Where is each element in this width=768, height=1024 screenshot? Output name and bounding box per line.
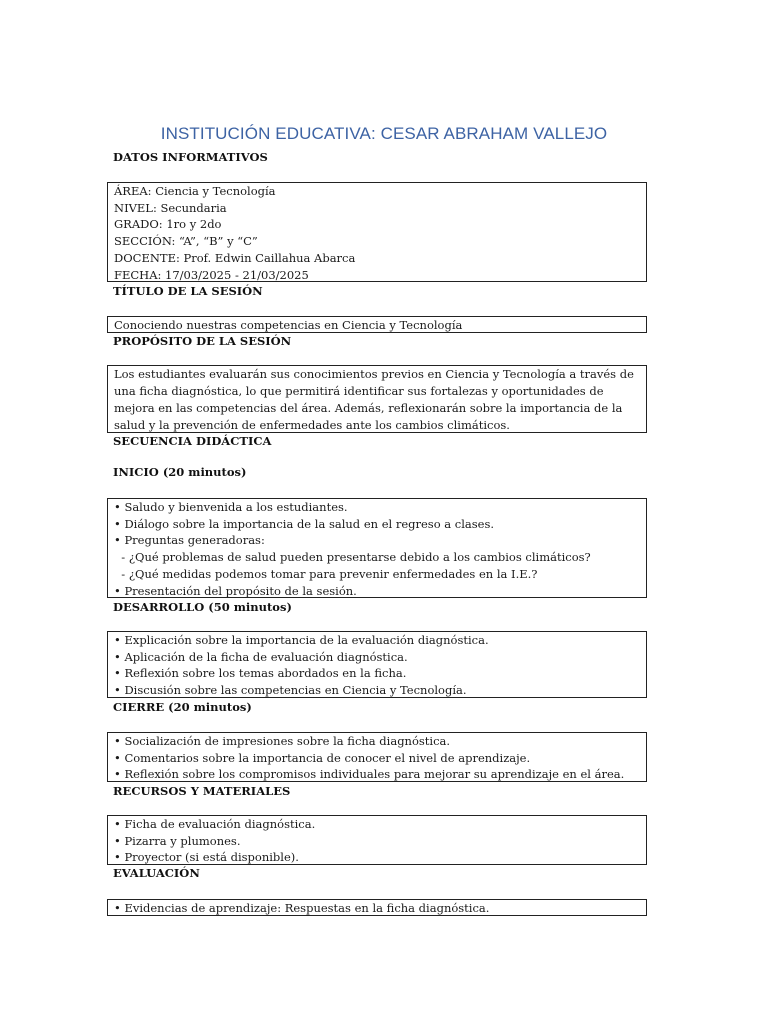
datos-line-area: ÁREA: Ciencia y Tecnología <box>114 184 276 198</box>
datos-line-docente: DOCENTE: Prof. Edwin Caillahua Abarca <box>114 250 356 265</box>
proposito-heading: PROPÓSITO DE LA SESIÓN <box>113 334 292 348</box>
datos-line-grado: GRADO: 1ro y 2do <box>114 217 222 232</box>
list-item: • Discusión sobre las competencias en Ciencia y Tecnología. <box>114 683 467 698</box>
inicio-box <box>107 498 647 598</box>
evaluacion-box <box>107 899 647 916</box>
datos-line-fecha: FECHA: 17/03/2025 - 21/03/2025 <box>114 267 309 282</box>
list-item: - ¿Qué problemas de salud pueden presentarse debido a los cambios climáticos? <box>114 550 591 565</box>
titulo-text: Conociendo nuestras competencias en Ciencia y Tecnología <box>114 318 463 332</box>
inicio-heading: INICIO (20 minutos) <box>113 465 247 479</box>
list-item: • Reflexión sobre los compromisos individuales para mejorar su aprendizaje en el área. <box>114 767 625 782</box>
proposito-box <box>107 365 647 433</box>
cierre-heading: CIERRE (20 minutos) <box>113 700 252 714</box>
list-item: • Explicación sobre la importancia de la evaluación diagnóstica. <box>114 633 489 647</box>
titulo-box <box>107 316 647 333</box>
list-item: • Saludo y bienvenida a los estudiantes. <box>114 500 348 514</box>
list-item: • Aplicación de la ficha de evaluación diagnóstica. <box>114 649 408 664</box>
list-item: • Proyector (si está disponible). <box>114 850 299 865</box>
desarrollo-box <box>107 631 647 698</box>
proposito-text: Los estudiantes evaluarán sus conocimientos previos en Ciencia y Tecnología a través de una ficha diagnóstica, lo que permitirá identificar sus fortalezas y oportunidades de mejora en las competencias del área. Además, reflexionarán sobre la importancia de la salud y la prevención de enfermedades ante los cambios climáticos. <box>114 367 634 432</box>
cierre-box <box>107 732 647 782</box>
list-item: • Pizarra y plumones. <box>114 833 241 848</box>
list-item: • Presentación del propósito de la sesión. <box>114 583 357 598</box>
list-item: • Diálogo sobre la importancia de la salud en el regreso a clases. <box>114 516 495 531</box>
list-item: • Socialización de impresiones sobre la ficha diagnóstica. <box>114 734 451 748</box>
secuencia-heading: SECUENCIA DIDÁCTICA <box>113 434 272 448</box>
datos-line-seccion: SECCIÓN: “A”, “B” y “C” <box>114 234 258 249</box>
datos-box <box>107 182 647 282</box>
list-item: - ¿Qué medidas podemos tomar para prevenir enfermedades en la I.E.? <box>114 566 538 581</box>
list-item: • Preguntas generadoras: <box>114 533 265 548</box>
desarrollo-heading: DESARROLLO (50 minutos) <box>113 600 292 614</box>
evaluacion-heading: EVALUACIÓN <box>113 866 200 880</box>
datos-line-nivel: NIVEL: Secundaria <box>114 200 227 215</box>
datos-heading: DATOS INFORMATIVOS <box>113 150 268 164</box>
list-item: • Comentarios sobre la importancia de conocer el nivel de aprendizaje. <box>114 750 531 765</box>
institution-title: INSTITUCIÓN EDUCATIVA: CESAR ABRAHAM VALLEJO <box>160 124 608 143</box>
titulo-heading: TÍTULO DE LA SESIÓN <box>113 284 263 298</box>
list-item: • Reflexión sobre los temas abordados en la ficha. <box>114 666 407 681</box>
list-item: • Ficha de evaluación diagnóstica. <box>114 817 316 831</box>
list-item: • Evidencias de aprendizaje: Respuestas en la ficha diagnóstica. <box>114 901 490 915</box>
recursos-box <box>107 815 647 865</box>
recursos-heading: RECURSOS Y MATERIALES <box>113 784 291 798</box>
